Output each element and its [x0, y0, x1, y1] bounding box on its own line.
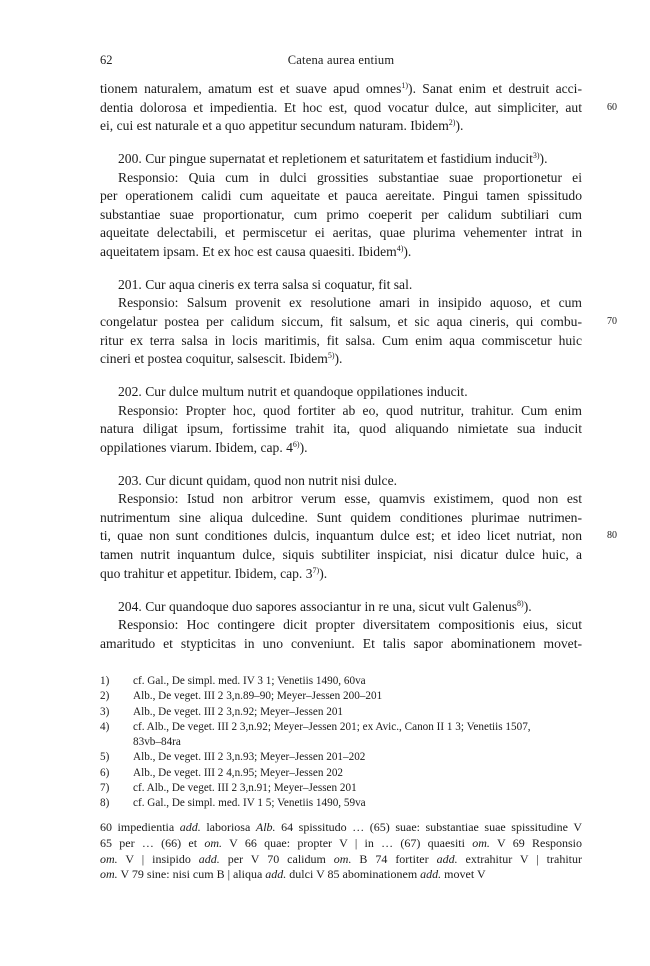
text-line: 204. Cur quandoque duo sapores associantur in re una, sicut vult Galenus$^{8)}$).	[118, 598, 532, 614]
footnote	[100, 735, 582, 750]
footnote-ref: 2)	[448, 118, 456, 128]
text-line: aqueitatem ipsam. Et ex hoc est causa quaesiti. Ibidem$^{4)}$).	[100, 243, 412, 259]
footnote-number: 7)	[100, 782, 110, 795]
footnote-text: Alb., De veget. III 2 4,n.95; Meyer–Jessen 202	[133, 766, 344, 779]
text-line: aqueitate delectabili, et permiscetur ei aeritas, quae plurima vehementer intrat in	[100, 225, 582, 241]
apparatus-abbrev: add.	[265, 867, 287, 882]
text-line: Responsio: Istud non arbitror verum esse, quamvis existimem, quod non est	[118, 491, 582, 507]
footnote	[100, 750, 582, 765]
apparatus-abbrev: add.	[179, 820, 201, 834]
text-line: tionem naturalem, amatum est et suave apud omnes$^{1)}$). Sanat enim et destruit acci-	[100, 81, 582, 96]
footnote-number: 4)	[100, 720, 110, 733]
footnote-ref: 4)	[396, 243, 404, 253]
text-line: ei, cui est naturale et a quo appetitur secundum naturam. Ibidem$^{2)}$).	[100, 118, 464, 134]
text-line: Responsio: Quia cum in dulci grossities substantiae suae proportionetur ei	[118, 169, 582, 185]
paragraph-gap	[100, 369, 582, 384]
footnote-text: Alb., De veget. III 2 3,n.89–90; Meyer–Jessen 200–201	[133, 690, 383, 703]
text-line: ritur ex terra salsa in locis maritimis, fit salsa. Cum enim aqua commiscetur huic	[100, 332, 582, 348]
apparatus-abbrev: add.	[198, 851, 220, 866]
apparatus-line: om. V | insipido add. per V 70 calidum om. B 74 fortiter add. extrahitur V | trahitur	[100, 851, 583, 866]
running-header	[100, 53, 582, 69]
apparatus-line: 65 per … (66) et om. V 66 quae: propter V | in … (67) quaesiti om. V 69 Responsio	[100, 835, 583, 850]
text-line: 203. Cur dicunt quidam, quod non nutrit nisi dulce.	[118, 472, 398, 488]
footnote-text: Alb., De veget. III 2 3,n.92; Meyer–Jessen 201	[133, 705, 344, 718]
footnote-text: cf. Alb., De veget. III 2 3,n.92; Meyer–Jessen 201; ex Avic., Canon II 1 3; Venetiis 1507,	[133, 720, 531, 733]
critical-apparatus	[100, 820, 582, 883]
footnote-number: 5)	[100, 751, 110, 764]
footnote-number: 6)	[100, 766, 110, 779]
footnote-number: 2)	[100, 690, 110, 703]
line-number: 60	[607, 101, 617, 113]
footnote	[100, 689, 582, 704]
apparatus-line: 60 impedientia add. laboriosa Alb. 64 spissitudo … (65) suae: substantiae suae spissitudine V	[100, 820, 582, 834]
text-line: substantiae suae proportionatur, cum primo coeperit per calidum subtiliari cum	[100, 206, 582, 222]
apparatus-abbrev: add.	[436, 851, 458, 866]
text-line: 202. Cur dulce multum nutrit et quandoque oppilationes inducit.	[118, 384, 468, 400]
apparatus-abbrev: om.	[100, 867, 118, 882]
line-number: 80	[607, 530, 617, 542]
footnote	[100, 720, 582, 735]
text-line: per operationem calidi cum aqueitate et pauca aereitate. Pingui tamen spissitudo	[100, 188, 582, 204]
apparatus-abbrev: Alb.	[255, 820, 276, 834]
text-line: Responsio: Salsum provenit ex resolutione amari in insipido aquoso, et cum	[118, 295, 582, 311]
footnote-text: cf. Gal., De simpl. med. IV 1 5; Venetiis 1490, 59va	[133, 797, 366, 810]
main-text	[100, 80, 617, 653]
text-line: quo trahitur et appetitur. Ibidem, cap. 3$^{7)}$).	[100, 565, 328, 581]
paragraph-gap	[100, 136, 582, 151]
line-number: 70	[607, 316, 617, 328]
apparatus-abbrev: om.	[204, 835, 223, 850]
footnote-number: 1)	[100, 675, 110, 687]
text-line: 200. Cur pingue supernatat et repletionem et saturitatem et fastidium inducit$^{3)}$).	[118, 151, 548, 167]
footnote-ref: 3)	[532, 151, 540, 161]
footnote-text: Alb., De veget. III 2 3,n.93; Meyer–Jessen 201–202	[133, 751, 366, 764]
footnote-ref: 6)	[292, 439, 300, 449]
text-line: 201. Cur aqua cineris ex terra salsa si coquatur, fit sal.	[118, 276, 413, 292]
page-number: 62	[100, 53, 113, 67]
footnote	[100, 705, 582, 720]
text-line: oppilationes viarum. Ibidem, cap. 4$^{6)}$).	[100, 439, 308, 455]
footnote-text: cf. Gal., De simpl. med. IV 3 1; Venetiis 1490, 60va	[133, 675, 366, 687]
footnote-ref: 1)	[401, 81, 409, 90]
text-line: ti, quae non sunt conditiones dulcis, inquantum dulce est; et ideo licet nutriat, non 80	[100, 527, 582, 546]
footnote	[100, 796, 582, 811]
text-line: cineri et postea coquitur, salsescit. Ibidem$^{5)}$).	[100, 351, 343, 367]
text-line: natura diligat ipsum, fortissime trahit ita, quod aliquando nimietate sua inducit	[100, 421, 582, 437]
running-title: Catena aurea entium	[287, 53, 395, 67]
footnote-text: 83vb–84ra	[133, 736, 181, 749]
footnote	[100, 674, 582, 689]
footnote	[100, 766, 582, 781]
text-line: Responsio: Propter hoc, quod fortiter ab eo, quod nutritur, trahitur. Cum enim	[118, 402, 582, 418]
text-line: Responsio: Hoc contingere dicit propter diversitatem compositionis eius, sicut	[118, 617, 582, 633]
footnote-ref: 8)	[517, 598, 524, 608]
text-line: amaritudo et stypticitas in uno conveniunt. Et talis sapor abominationem movet-	[100, 635, 582, 651]
apparatus-abbrev: om.	[100, 851, 118, 866]
paragraph-gap	[100, 261, 582, 276]
apparatus-abbrev: add.	[420, 867, 442, 882]
apparatus-line: om. V 79 sine: nisi cum B | aliqua add. dulci V 85 abominationem add. movet V	[100, 867, 486, 882]
footnotes	[100, 674, 582, 812]
paragraph-gap	[100, 583, 582, 598]
footnote-number: 8)	[100, 797, 110, 810]
text-line: dentia dolorosa et impedientia. Et hoc est, quod vocatur dulce, aut simpliciter, aut 60	[100, 99, 582, 118]
footnote-text: cf. Alb., De veget. III 2 3,n.91; Meyer–Jessen 201	[133, 782, 357, 795]
paragraph-gap	[100, 457, 582, 472]
footnote-ref: 5)	[327, 351, 335, 361]
footnote-number: 3)	[100, 705, 110, 718]
text-line: nutrimentum sine aliqua dulcedine. Sunt quidem conditiones plurimae nutrimen-	[100, 509, 582, 525]
footnote	[100, 781, 582, 796]
apparatus-abbrev: om.	[472, 835, 490, 850]
footnote-ref: 7)	[312, 565, 320, 575]
text-line: tamen nutrit inquantum dulce, siquis subtiliter inspiciat, nisi dicatur dulce huic, a	[100, 547, 582, 563]
text-line: congelatur postea per calidum siccum, fit salsum, et sic aqua cineris, qui combu- 70	[100, 313, 582, 332]
apparatus-abbrev: om.	[333, 851, 352, 866]
